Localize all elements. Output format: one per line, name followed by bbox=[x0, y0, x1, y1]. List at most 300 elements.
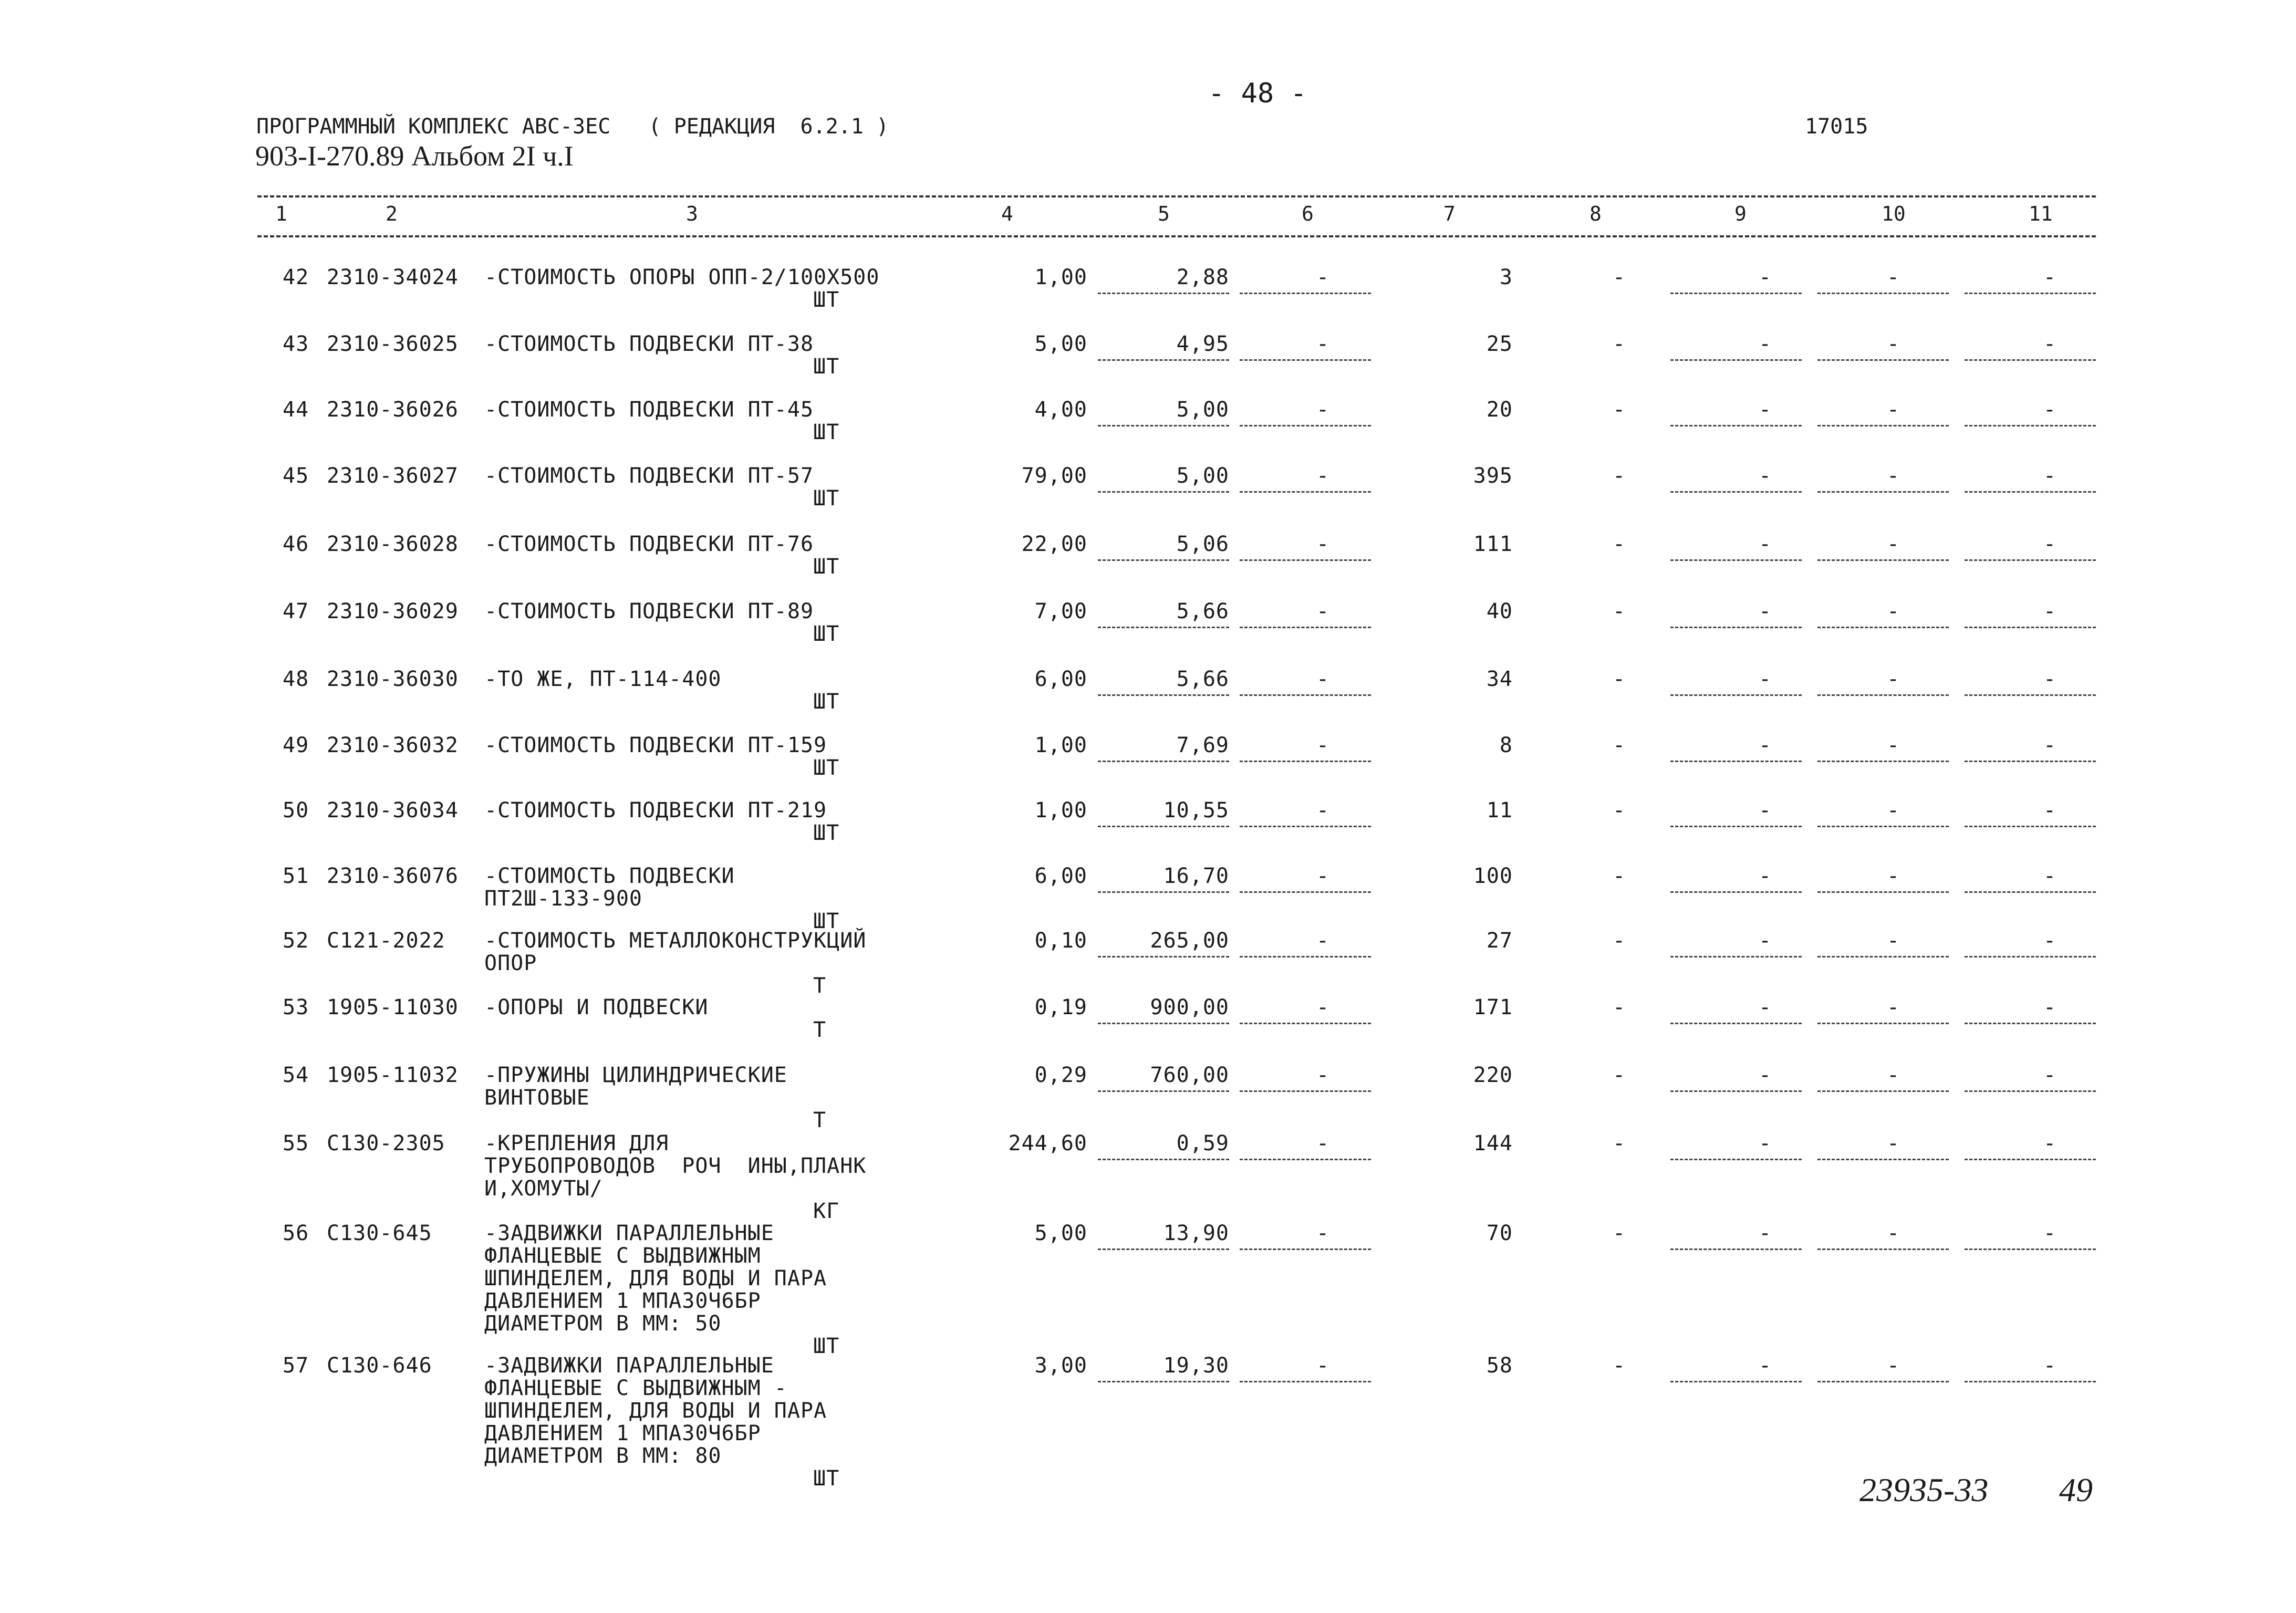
row-col7: 100 bbox=[1473, 864, 1513, 888]
row-rule bbox=[1817, 627, 1949, 628]
row-description-line: ДАВЛЕНИЕМ 1 МПА30Ч6БР bbox=[484, 1289, 761, 1313]
row-code: 2310-36032 bbox=[327, 733, 459, 757]
row-col11: - bbox=[2043, 995, 2057, 1019]
row-description-line: ПТ2Ш-133-900 bbox=[484, 887, 642, 911]
row-rule bbox=[1670, 761, 1802, 762]
row-quantity: 6,00 bbox=[1034, 667, 1087, 691]
row-col11: - bbox=[2043, 733, 2057, 757]
row-col10: - bbox=[1887, 599, 1900, 623]
row-col10: - bbox=[1887, 1131, 1900, 1156]
row-col11: - bbox=[2043, 667, 2057, 691]
row-unit: ШТ bbox=[813, 355, 840, 379]
row-col9: - bbox=[1759, 532, 1772, 556]
row-description-line: ФЛАНЦЕВЫЕ С ВЫДВИЖНЫМ bbox=[484, 1244, 761, 1268]
row-col6: - bbox=[1316, 464, 1330, 488]
row-col7: 144 bbox=[1473, 1131, 1513, 1156]
row-rule bbox=[1817, 491, 1949, 493]
row-col10: - bbox=[1887, 995, 1900, 1019]
row-price: 16,70 bbox=[1163, 864, 1229, 888]
row-rule bbox=[1670, 1248, 1802, 1250]
row-col7: 220 bbox=[1473, 1063, 1513, 1087]
row-col8: - bbox=[1613, 1221, 1626, 1245]
row-col11: - bbox=[2043, 1131, 2057, 1156]
row-description-line: -СТОИМОСТЬ ПОДВЕСКИ ПТ-38 bbox=[484, 332, 814, 356]
row-unit: ШТ bbox=[813, 288, 840, 312]
row-col7: 8 bbox=[1499, 733, 1513, 757]
row-rule bbox=[1240, 761, 1371, 762]
row-col7: 70 bbox=[1486, 1221, 1513, 1245]
row-col10: - bbox=[1887, 332, 1900, 356]
row-col10: - bbox=[1887, 532, 1900, 556]
row-rule bbox=[1670, 627, 1802, 628]
row-description-line: И,ХОМУТЫ/ bbox=[484, 1177, 603, 1201]
row-col9: - bbox=[1759, 929, 1772, 953]
row-rule bbox=[1240, 491, 1371, 493]
row-rule bbox=[1965, 627, 2096, 628]
row-col7: 25 bbox=[1486, 332, 1513, 356]
row-description-line: -СТОИМОСТЬ ПОДВЕСКИ ПТ-76 bbox=[484, 532, 814, 556]
row-col7: 27 bbox=[1486, 929, 1513, 953]
row-description-line: -КРЕПЛЕНИЯ ДЛЯ bbox=[484, 1131, 669, 1156]
col-header-3: 3 bbox=[686, 202, 698, 225]
row-unit: ШТ bbox=[813, 821, 840, 845]
row-unit: ШТ bbox=[813, 1334, 840, 1358]
row-quantity: 22,00 bbox=[1021, 532, 1087, 556]
row-unit: ШТ bbox=[813, 909, 840, 933]
row-rule bbox=[1098, 694, 1229, 696]
row-col11: - bbox=[2043, 1063, 2057, 1087]
row-unit: ШТ bbox=[813, 622, 840, 646]
row-rule bbox=[1670, 1023, 1802, 1024]
col-header-6: 6 bbox=[1302, 202, 1314, 225]
row-col9: - bbox=[1759, 332, 1772, 356]
row-description-line: -ОПОРЫ И ПОДВЕСКИ bbox=[484, 995, 709, 1019]
row-description-line: ОПОР bbox=[484, 951, 537, 975]
row-rule bbox=[1965, 1023, 2096, 1024]
row-price: 5,00 bbox=[1176, 464, 1229, 488]
row-rule bbox=[1240, 359, 1371, 361]
row-col8: - bbox=[1613, 332, 1626, 356]
row-rule bbox=[1817, 1248, 1949, 1250]
row-col9: - bbox=[1759, 733, 1772, 757]
row-col6: - bbox=[1316, 929, 1330, 953]
row-number: 44 bbox=[283, 398, 309, 422]
row-code: 2310-36028 bbox=[327, 532, 459, 556]
row-rule bbox=[1965, 1248, 2096, 1250]
col-header-8: 8 bbox=[1589, 202, 1602, 225]
row-description-line: ДАВЛЕНИЕМ 1 МПА30Ч6БР bbox=[484, 1421, 761, 1445]
row-price: 900,00 bbox=[1150, 995, 1229, 1019]
row-col11: - bbox=[2043, 332, 2057, 356]
row-code: 2310-36030 bbox=[327, 667, 459, 691]
row-rule bbox=[1817, 559, 1949, 561]
row-rule bbox=[1098, 359, 1229, 361]
row-rule bbox=[1240, 891, 1371, 893]
row-rule bbox=[1098, 826, 1229, 827]
row-number: 46 bbox=[283, 532, 309, 556]
row-rule bbox=[1817, 891, 1949, 893]
header-rule-bottom bbox=[257, 235, 2096, 237]
row-description-line: -СТОИМОСТЬ ПОДВЕСКИ ПТ-45 bbox=[484, 398, 814, 422]
row-number: 51 bbox=[283, 864, 309, 888]
row-col6: - bbox=[1316, 599, 1330, 623]
row-col8: - bbox=[1613, 265, 1626, 289]
row-price: 5,00 bbox=[1176, 398, 1229, 422]
row-unit: Т bbox=[813, 1018, 827, 1042]
row-quantity: 7,00 bbox=[1034, 599, 1087, 623]
row-col10: - bbox=[1887, 1354, 1900, 1378]
col-header-2: 2 bbox=[386, 202, 398, 225]
row-col8: - bbox=[1613, 667, 1626, 691]
row-rule bbox=[1098, 1381, 1229, 1382]
row-rule bbox=[1240, 1381, 1371, 1382]
row-rule bbox=[1965, 1381, 2096, 1382]
row-col8: - bbox=[1613, 532, 1626, 556]
row-rule bbox=[1965, 491, 2096, 493]
row-description-line: -СТОИМОСТЬ ПОДВЕСКИ ПТ-219 bbox=[484, 798, 827, 823]
row-col6: - bbox=[1316, 398, 1330, 422]
row-col8: - bbox=[1613, 995, 1626, 1019]
row-rule bbox=[1817, 1023, 1949, 1024]
row-unit: Т bbox=[813, 974, 827, 998]
row-rule bbox=[1098, 425, 1229, 426]
col-header-9: 9 bbox=[1734, 202, 1747, 225]
album-line: 903-I-270.89 Альбом 2I ч.I bbox=[255, 140, 574, 172]
col-header-10: 10 bbox=[1882, 202, 1906, 225]
row-rule bbox=[1670, 956, 1802, 958]
row-number: 43 bbox=[283, 332, 309, 356]
row-col6: - bbox=[1316, 864, 1330, 888]
row-code: С130-645 bbox=[327, 1221, 432, 1245]
row-price: 2,88 bbox=[1176, 265, 1229, 289]
row-price: 10,55 bbox=[1163, 798, 1229, 823]
row-code: 1905-11032 bbox=[327, 1063, 459, 1087]
row-quantity: 3,00 bbox=[1034, 1354, 1087, 1378]
row-col8: - bbox=[1613, 733, 1626, 757]
row-rule bbox=[1817, 425, 1949, 426]
row-col6: - bbox=[1316, 265, 1330, 289]
row-rule bbox=[1965, 359, 2096, 361]
row-rule bbox=[1817, 1381, 1949, 1382]
row-quantity: 1,00 bbox=[1034, 733, 1087, 757]
row-unit: ШТ bbox=[813, 756, 840, 780]
row-col7: 11 bbox=[1486, 798, 1513, 823]
row-number: 54 bbox=[283, 1063, 309, 1087]
row-col11: - bbox=[2043, 864, 2057, 888]
row-rule bbox=[1965, 694, 2096, 696]
row-rule bbox=[1817, 359, 1949, 361]
row-unit: ШТ bbox=[813, 690, 840, 714]
row-rule bbox=[1240, 1090, 1371, 1092]
row-quantity: 0,19 bbox=[1034, 995, 1087, 1019]
row-rule bbox=[1240, 694, 1371, 696]
row-number: 52 bbox=[283, 929, 309, 953]
row-rule bbox=[1670, 425, 1802, 426]
col-header-4: 4 bbox=[1001, 202, 1013, 225]
col-header-11: 11 bbox=[2029, 202, 2053, 225]
row-col11: - bbox=[2043, 599, 2057, 623]
row-price: 265,00 bbox=[1150, 929, 1229, 953]
row-rule bbox=[1817, 1159, 1949, 1160]
row-col9: - bbox=[1759, 398, 1772, 422]
row-col6: - bbox=[1316, 1063, 1330, 1087]
row-col9: - bbox=[1759, 265, 1772, 289]
row-col10: - bbox=[1887, 864, 1900, 888]
row-col9: - bbox=[1759, 599, 1772, 623]
row-number: 45 bbox=[283, 464, 309, 488]
row-quantity: 1,00 bbox=[1034, 798, 1087, 823]
row-col6: - bbox=[1316, 733, 1330, 757]
row-quantity: 1,00 bbox=[1034, 265, 1087, 289]
row-rule bbox=[1098, 627, 1229, 628]
row-rule bbox=[1965, 293, 2096, 294]
col-header-7: 7 bbox=[1443, 202, 1456, 225]
row-code: С130-646 bbox=[327, 1354, 432, 1378]
row-col8: - bbox=[1613, 398, 1626, 422]
row-col10: - bbox=[1887, 1221, 1900, 1245]
row-col6: - bbox=[1316, 995, 1330, 1019]
row-rule bbox=[1965, 761, 2096, 762]
row-col7: 40 bbox=[1486, 599, 1513, 623]
row-description-line: -ЗАДВИЖКИ ПАРАЛЛЕЛЬНЫЕ bbox=[484, 1354, 774, 1378]
row-quantity: 0,10 bbox=[1034, 929, 1087, 953]
row-unit: КГ bbox=[813, 1199, 840, 1223]
row-quantity: 5,00 bbox=[1034, 332, 1087, 356]
row-col9: - bbox=[1759, 1221, 1772, 1245]
row-col8: - bbox=[1613, 1063, 1626, 1087]
row-col11: - bbox=[2043, 1221, 2057, 1245]
footer-doc-number: 23935-33 bbox=[1859, 1471, 1989, 1508]
row-col11: - bbox=[2043, 464, 2057, 488]
row-col11: - bbox=[2043, 1354, 2057, 1378]
row-description-line: -СТОИМОСТЬ ОПОРЫ ОПП-2/100Х500 bbox=[484, 265, 880, 289]
row-rule bbox=[1670, 1159, 1802, 1160]
row-unit: ШТ bbox=[813, 420, 840, 444]
row-rule bbox=[1098, 1248, 1229, 1250]
row-code: 2310-36034 bbox=[327, 798, 459, 823]
row-rule bbox=[1965, 1090, 2096, 1092]
row-quantity: 0,29 bbox=[1034, 1063, 1087, 1087]
row-code: 2310-36025 bbox=[327, 332, 459, 356]
row-price: 7,69 bbox=[1176, 733, 1229, 757]
row-col8: - bbox=[1613, 929, 1626, 953]
row-description-line: -ЗАДВИЖКИ ПАРАЛЛЕЛЬНЫЕ bbox=[484, 1221, 774, 1245]
row-rule bbox=[1670, 694, 1802, 696]
row-rule bbox=[1240, 956, 1371, 958]
row-col7: 111 bbox=[1473, 532, 1513, 556]
row-rule bbox=[1817, 694, 1949, 696]
row-unit: ШТ bbox=[813, 555, 840, 579]
row-code: 2310-36029 bbox=[327, 599, 459, 623]
row-rule bbox=[1098, 491, 1229, 493]
row-price: 0,59 bbox=[1176, 1131, 1229, 1156]
row-col6: - bbox=[1316, 667, 1330, 691]
page-number: - 48 - bbox=[1208, 78, 1307, 109]
row-rule bbox=[1670, 1090, 1802, 1092]
row-description-line: ДИАМЕТРОМ В ММ: 80 bbox=[484, 1444, 722, 1468]
row-col10: - bbox=[1887, 398, 1900, 422]
row-rule bbox=[1098, 956, 1229, 958]
row-rule bbox=[1240, 826, 1371, 827]
row-rule bbox=[1670, 826, 1802, 827]
row-number: 53 bbox=[283, 995, 309, 1019]
row-rule bbox=[1098, 1090, 1229, 1092]
program-line: ПРОГРАММНЫЙ КОМПЛЕКС АВС-ЗЕС ( РЕДАКЦИЯ 6.2.1 ) bbox=[256, 115, 889, 139]
row-description-line: -ТО ЖЕ, ПТ-114-400 bbox=[484, 667, 722, 691]
row-col9: - bbox=[1759, 995, 1772, 1019]
footer-sheet-number: 49 bbox=[2059, 1471, 2093, 1508]
row-rule bbox=[1670, 559, 1802, 561]
row-description-line: -СТОИМОСТЬ МЕТАЛЛОКОНСТРУКЦИЙ bbox=[484, 929, 867, 953]
row-col10: - bbox=[1887, 464, 1900, 488]
row-description-line: -СТОИМОСТЬ ПОДВЕСКИ bbox=[484, 864, 735, 888]
col-header-5: 5 bbox=[1158, 202, 1170, 225]
row-rule bbox=[1240, 1248, 1371, 1250]
col-header-1: 1 bbox=[275, 202, 287, 225]
row-code: С130-2305 bbox=[327, 1131, 445, 1156]
row-code: 2310-36076 bbox=[327, 864, 459, 888]
row-code: 2310-36026 bbox=[327, 398, 459, 422]
row-rule bbox=[1670, 1381, 1802, 1382]
row-col10: - bbox=[1887, 1063, 1900, 1087]
row-col11: - bbox=[2043, 398, 2057, 422]
row-rule bbox=[1965, 1159, 2096, 1160]
row-number: 42 bbox=[283, 265, 309, 289]
row-price: 760,00 bbox=[1150, 1063, 1229, 1087]
row-description-line: ШПИНДЕЛЕМ, ДЛЯ ВОДЫ И ПАРА bbox=[484, 1266, 827, 1291]
row-price: 4,95 bbox=[1176, 332, 1229, 356]
row-col6: - bbox=[1316, 1221, 1330, 1245]
row-col6: - bbox=[1316, 1131, 1330, 1156]
row-col9: - bbox=[1759, 798, 1772, 823]
row-price: 19,30 bbox=[1163, 1354, 1229, 1378]
row-price: 5,66 bbox=[1176, 599, 1229, 623]
row-price: 5,66 bbox=[1176, 667, 1229, 691]
row-unit: Т bbox=[813, 1108, 827, 1132]
row-description-line: ТРУБОПРОВОДОВ РОЧ ИНЫ,ПЛАНК bbox=[484, 1154, 867, 1178]
row-code: 2310-34024 bbox=[327, 265, 459, 289]
row-col9: - bbox=[1759, 1131, 1772, 1156]
row-rule bbox=[1098, 1159, 1229, 1160]
row-rule bbox=[1817, 293, 1949, 294]
row-rule bbox=[1098, 559, 1229, 561]
row-col9: - bbox=[1759, 667, 1772, 691]
row-number: 56 bbox=[283, 1221, 309, 1245]
row-col8: - bbox=[1613, 599, 1626, 623]
row-unit: ШТ bbox=[813, 486, 840, 511]
row-quantity: 4,00 bbox=[1034, 398, 1087, 422]
row-rule bbox=[1670, 359, 1802, 361]
row-col6: - bbox=[1316, 332, 1330, 356]
row-number: 50 bbox=[283, 798, 309, 823]
row-col9: - bbox=[1759, 1354, 1772, 1378]
row-col7: 34 bbox=[1486, 667, 1513, 691]
row-description-line: -СТОИМОСТЬ ПОДВЕСКИ ПТ-57 bbox=[484, 464, 814, 488]
row-price: 5,06 bbox=[1176, 532, 1229, 556]
row-rule bbox=[1965, 891, 2096, 893]
row-description-line: ФЛАНЦЕВЫЕ С ВЫДВИЖНЫМ - bbox=[484, 1376, 787, 1400]
row-col7: 3 bbox=[1499, 265, 1513, 289]
row-col11: - bbox=[2043, 929, 2057, 953]
row-rule bbox=[1817, 1090, 1949, 1092]
row-number: 47 bbox=[283, 599, 309, 623]
row-col10: - bbox=[1887, 265, 1900, 289]
row-col6: - bbox=[1316, 1354, 1330, 1378]
row-number: 55 bbox=[283, 1131, 309, 1156]
row-number: 57 bbox=[283, 1354, 309, 1378]
row-rule bbox=[1670, 491, 1802, 493]
row-col11: - bbox=[2043, 265, 2057, 289]
row-description-line: -СТОИМОСТЬ ПОДВЕСКИ ПТ-159 bbox=[484, 733, 827, 757]
row-rule bbox=[1817, 956, 1949, 958]
row-rule bbox=[1965, 956, 2096, 958]
row-quantity: 79,00 bbox=[1021, 464, 1087, 488]
row-rule bbox=[1098, 891, 1229, 893]
row-col9: - bbox=[1759, 1063, 1772, 1087]
row-col6: - bbox=[1316, 532, 1330, 556]
row-col8: - bbox=[1613, 864, 1626, 888]
row-number: 49 bbox=[283, 733, 309, 757]
row-col6: - bbox=[1316, 798, 1330, 823]
row-col8: - bbox=[1613, 464, 1626, 488]
row-price: 13,90 bbox=[1163, 1221, 1229, 1245]
row-col10: - bbox=[1887, 667, 1900, 691]
row-col11: - bbox=[2043, 532, 2057, 556]
row-description-line: ДИАМЕТРОМ В ММ: 50 bbox=[484, 1312, 722, 1336]
row-rule bbox=[1965, 826, 2096, 827]
row-description-line: -ПРУЖИНЫ ЦИЛИНДРИЧЕСКИЕ bbox=[484, 1063, 787, 1087]
row-col9: - bbox=[1759, 464, 1772, 488]
row-description-line: -СТОИМОСТЬ ПОДВЕСКИ ПТ-89 bbox=[484, 599, 814, 623]
row-rule bbox=[1240, 1159, 1371, 1160]
row-rule bbox=[1240, 425, 1371, 426]
row-quantity: 5,00 bbox=[1034, 1221, 1087, 1245]
row-col10: - bbox=[1887, 798, 1900, 823]
row-col10: - bbox=[1887, 733, 1900, 757]
row-rule bbox=[1098, 293, 1229, 294]
row-rule bbox=[1240, 1023, 1371, 1024]
row-col7: 20 bbox=[1486, 398, 1513, 422]
row-rule bbox=[1240, 293, 1371, 294]
row-col8: - bbox=[1613, 1131, 1626, 1156]
row-col9: - bbox=[1759, 864, 1772, 888]
row-col7: 58 bbox=[1486, 1354, 1513, 1378]
row-rule bbox=[1817, 761, 1949, 762]
row-rule bbox=[1098, 761, 1229, 762]
row-col8: - bbox=[1613, 798, 1626, 823]
row-quantity: 6,00 bbox=[1034, 864, 1087, 888]
row-col7: 171 bbox=[1473, 995, 1513, 1019]
doc-code: 17015 bbox=[1805, 115, 1868, 139]
row-col11: - bbox=[2043, 798, 2057, 823]
row-code: С121-2022 bbox=[327, 929, 445, 953]
row-rule bbox=[1670, 891, 1802, 893]
row-unit: ШТ bbox=[813, 1466, 840, 1491]
row-rule bbox=[1098, 1023, 1229, 1024]
row-rule bbox=[1240, 559, 1371, 561]
row-col7: 395 bbox=[1473, 464, 1513, 488]
row-col10: - bbox=[1887, 929, 1900, 953]
row-number: 48 bbox=[283, 667, 309, 691]
row-col8: - bbox=[1613, 1354, 1626, 1378]
row-rule bbox=[1817, 826, 1949, 827]
row-rule bbox=[1670, 293, 1802, 294]
row-rule bbox=[1965, 559, 2096, 561]
row-rule bbox=[1240, 627, 1371, 628]
header-rule-top bbox=[257, 195, 2096, 197]
row-description-line: ШПИНДЕЛЕМ, ДЛЯ ВОДЫ И ПАРА bbox=[484, 1399, 827, 1423]
row-rule bbox=[1965, 425, 2096, 426]
